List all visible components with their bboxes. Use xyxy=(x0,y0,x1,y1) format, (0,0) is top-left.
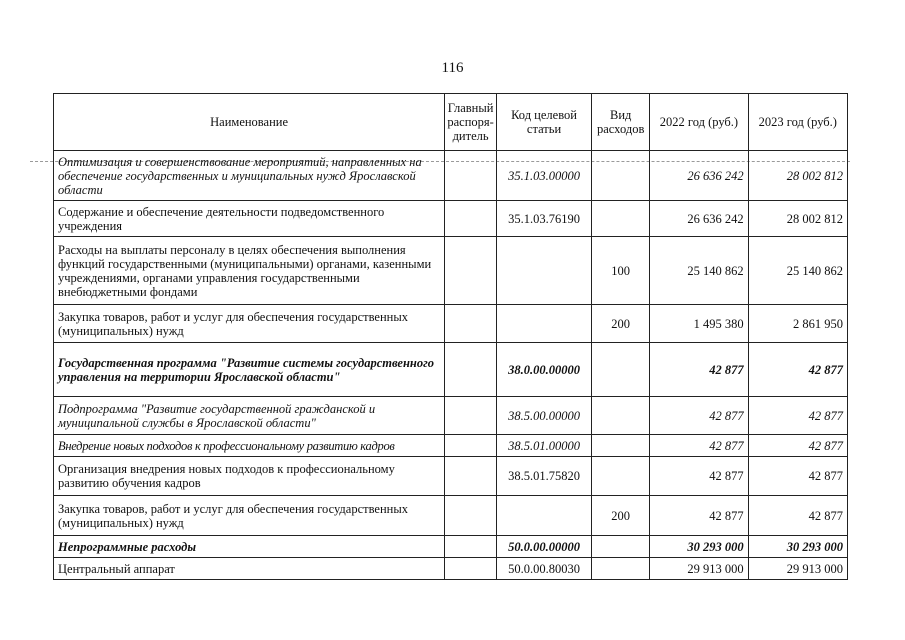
row-year-2023: 29 913 000 xyxy=(748,558,847,580)
row-target-code: 50.0.00.00000 xyxy=(496,536,591,558)
row-year-2023: 25 140 862 xyxy=(748,237,847,305)
row-target-code: 38.5.00.00000 xyxy=(496,397,591,435)
header-target-code: Код целевой статьи xyxy=(496,94,591,151)
row-year-2023: 30 293 000 xyxy=(748,536,847,558)
table-row xyxy=(54,558,848,580)
row-target-code: 35.1.03.00000 xyxy=(496,151,591,201)
budget-table xyxy=(53,93,848,580)
page-number: 116 xyxy=(441,60,464,76)
row-target-code: 35.1.03.76190 xyxy=(496,201,591,237)
row-name: Закупка товаров, работ и услуг для обеспечения государственных (муниципальных) нужд xyxy=(54,305,445,343)
row-name: Оптимизация и совершенствование мероприятий, направленных на обеспечение государственных и муниципальных нужд Ярославской области xyxy=(54,151,445,201)
row-target-code: 38.5.01.75820 xyxy=(496,457,591,496)
row-name: Содержание и обеспечение деятельности подведомственного учреждения xyxy=(54,201,445,237)
row-year-2022: 42 877 xyxy=(650,435,748,457)
table-row xyxy=(54,457,848,496)
row-year-2023: 42 877 xyxy=(748,457,847,496)
row-name: Расходы на выплаты персоналу в целях обеспечения выполнения функций государственными (муниципальными) органами, казенными учреждениями, органами управления государственными внебюджетными фондами xyxy=(54,237,445,305)
header-year-2022: 2022 год (руб.) xyxy=(650,94,748,151)
row-year-2023: 28 002 812 xyxy=(748,151,847,201)
row-main-manager xyxy=(445,343,497,397)
row-year-2022: 42 877 xyxy=(650,457,748,496)
row-expense-type xyxy=(592,435,650,457)
row-year-2023: 42 877 xyxy=(748,397,847,435)
row-name: Закупка товаров, работ и услуг для обеспечения государственных (муниципальных) нужд xyxy=(54,496,445,536)
row-expense-type: 200 xyxy=(592,305,650,343)
row-year-2023: 28 002 812 xyxy=(748,201,847,237)
table-row xyxy=(54,237,848,305)
row-target-code: 38.0.00.00000 xyxy=(496,343,591,397)
row-target-code: 38.5.01.00000 xyxy=(496,435,591,457)
row-main-manager xyxy=(445,496,497,536)
row-name: Государственная программа "Развитие системы государственного управления на территории Ярославской области" xyxy=(54,343,445,397)
table-row xyxy=(54,201,848,237)
row-expense-type xyxy=(592,201,650,237)
row-name: Внедрение новых подходов к профессиональному развитию кадров xyxy=(54,435,445,457)
row-year-2023: 2 861 950 xyxy=(748,305,847,343)
row-main-manager xyxy=(445,536,497,558)
row-main-manager xyxy=(445,457,497,496)
row-expense-type xyxy=(592,536,650,558)
row-name: Непрограммные расходы xyxy=(54,536,445,558)
row-name: Центральный аппарат xyxy=(54,558,445,580)
row-expense-type xyxy=(592,457,650,496)
row-target-code xyxy=(496,237,591,305)
header-name: Наименование xyxy=(54,94,445,151)
row-year-2023: 42 877 xyxy=(748,435,847,457)
table-row xyxy=(54,343,848,397)
table-row xyxy=(54,536,848,558)
table-row xyxy=(54,397,848,435)
row-name: Организация внедрения новых подходов к профессиональному развитию обучения кадров xyxy=(54,457,445,496)
row-main-manager xyxy=(445,201,497,237)
row-year-2023: 42 877 xyxy=(748,496,847,536)
row-expense-type xyxy=(592,558,650,580)
row-expense-type: 200 xyxy=(592,496,650,536)
row-year-2022: 29 913 000 xyxy=(650,558,748,580)
row-name: Подпрограмма "Развитие государственной гражданской и муниципальной службы в Ярославской области" xyxy=(54,397,445,435)
row-main-manager xyxy=(445,397,497,435)
row-main-manager xyxy=(445,151,497,201)
row-year-2022: 30 293 000 xyxy=(650,536,748,558)
header-year-2023: 2023 год (руб.) xyxy=(748,94,847,151)
row-main-manager xyxy=(445,237,497,305)
row-target-code: 50.0.00.80030 xyxy=(496,558,591,580)
row-main-manager xyxy=(445,305,497,343)
table-row xyxy=(54,496,848,536)
row-main-manager xyxy=(445,558,497,580)
row-year-2022: 25 140 862 xyxy=(650,237,748,305)
row-expense-type xyxy=(592,397,650,435)
row-main-manager xyxy=(445,435,497,457)
row-target-code xyxy=(496,305,591,343)
table-row xyxy=(54,305,848,343)
row-year-2022: 42 877 xyxy=(650,496,748,536)
row-expense-type: 100 xyxy=(592,237,650,305)
header-expense-type: Вид расходов xyxy=(592,94,650,151)
row-expense-type xyxy=(592,343,650,397)
header-main-manager: Главный распоря-дитель xyxy=(445,94,497,151)
row-year-2022: 26 636 242 xyxy=(650,151,748,201)
row-year-2023: 42 877 xyxy=(748,343,847,397)
row-year-2022: 26 636 242 xyxy=(650,201,748,237)
table-row xyxy=(54,435,848,457)
row-expense-type xyxy=(592,151,650,201)
row-year-2022: 42 877 xyxy=(650,343,748,397)
table-row xyxy=(54,151,848,201)
table-header-row xyxy=(54,94,848,151)
row-year-2022: 42 877 xyxy=(650,397,748,435)
row-year-2022: 1 495 380 xyxy=(650,305,748,343)
row-target-code xyxy=(496,496,591,536)
